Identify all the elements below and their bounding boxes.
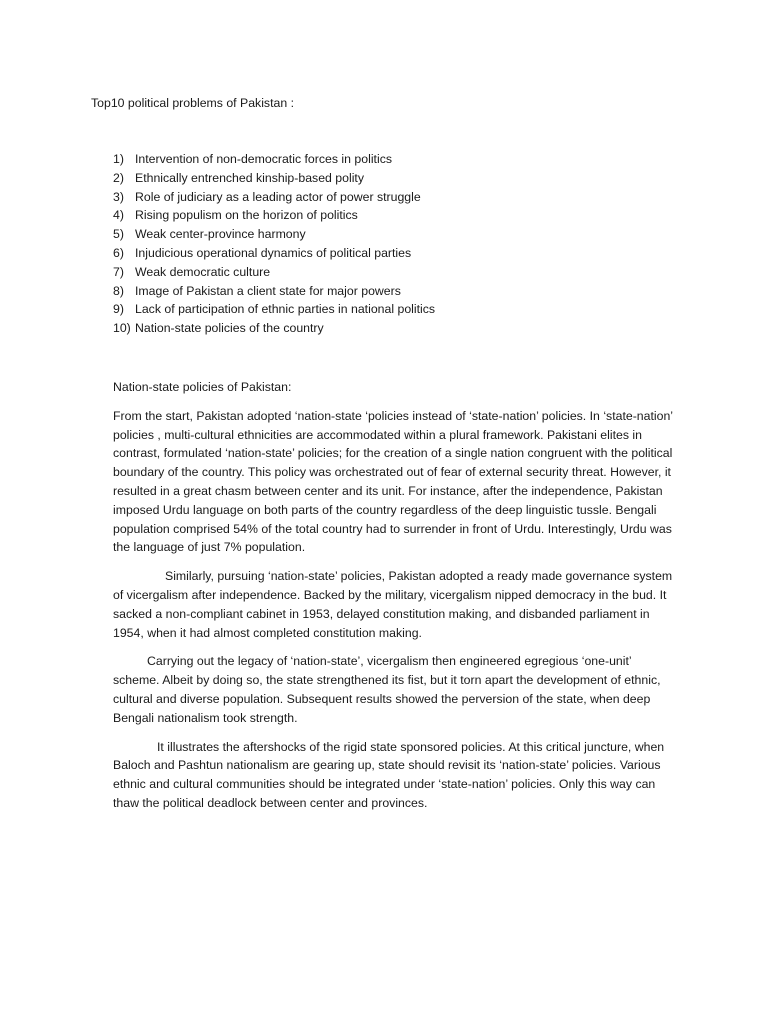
body-paragraph: Similarly, pursuing ‘nation-state’ policies, Pakistan adopted a ready made governance system of vicergalism after independence. Backed by the military, vicergalism nipped democracy in the bud. It sacked a non-compliant cabinet in 1953, delayed constitution making, and disbanded parliament in 1954, when it had almost completed constitution making. — [113, 569, 673, 640]
list-item-number: 7) — [113, 264, 124, 279]
list-item-text: Ethnically entrenched kinship-based polity — [135, 170, 364, 185]
section-heading: Nation-state policies of Pakistan: — [113, 380, 292, 394]
list-item-number: 6) — [113, 245, 124, 260]
list-item — [113, 300, 435, 319]
problem-list — [113, 150, 435, 338]
list-item — [113, 150, 435, 169]
list-item — [113, 188, 435, 207]
list-item-text: Lack of participation of ethnic parties in national politics — [135, 302, 436, 317]
list-item — [113, 244, 435, 263]
list-item-text: Image of Pakistan a client state for major powers — [135, 283, 401, 298]
list-item-text: Injudicious operational dynamics of political parties — [135, 245, 412, 260]
list-item-number: 1) — [113, 152, 124, 166]
list-item — [113, 319, 435, 338]
list-item-text: Intervention of non-democratic forces in politics — [135, 152, 392, 166]
list-item — [113, 263, 435, 282]
list-item-number: 8) — [113, 283, 124, 298]
list-item-number: 9) — [113, 302, 124, 317]
list-item-text: Rising populism on the horizon of politics — [135, 208, 358, 223]
list-item-number: 5) — [113, 227, 124, 242]
body-paragraph: It illustrates the aftershocks of the rigid state sponsored policies. At this critical juncture, when Baloch and Pashtun nationalism are gearing up, state should revisit its ‘nation-state’ policies. Various ethnic and cultural communities should be integrated under ‘state-nation’ policies. Only this way can thaw the political deadlock between center and provinces. — [113, 739, 665, 810]
list-item — [113, 282, 435, 301]
body-paragraph: From the start, Pakistan adopted ‘nation-state ‘policies instead of ‘state-nation’ policies. In ‘state-nation’ policies , multi-cultural ethnicities are accommodated within a plural framework. Pakistani elites in contrast, formulated ‘nation-state’ policies; for the creation of a single nation congruent with the political boundary of the country. This policy was orchestrated out of fear of external security threat. However, it resulted in a great chasm between center and its unit. For instance, after the independence, Pakistan imposed Urdu language on both parts of the country regardless of the deep linguistic tussle. Bengali population comprised 54% of the total country had to surrender in front of Urdu. Interestingly, Urdu was the language of just 7% population. — [113, 408, 673, 555]
list-item — [113, 225, 435, 244]
list-item-text: Nation-state policies of the country — [135, 321, 324, 336]
list-item-number: 10) — [113, 321, 131, 336]
list-item — [113, 206, 435, 225]
document-title: Top10 political problems of Pakistan : — [91, 96, 295, 110]
list-item — [113, 169, 435, 188]
list-item-text: Weak democratic culture — [135, 264, 271, 279]
list-item-number: 2) — [113, 170, 124, 185]
nation-state-section — [113, 378, 679, 823]
body-paragraph: Carrying out the legacy of ‘nation-state’, vicergalism then engineered egregious ‘one-unit’ scheme. Albeit by doing so, the state strengthened its fist, but it torn apart the development of ethnic, cultural and diverse population. Subsequent results showed the perversion of the state, when deep Bengali nationalism took strength. — [113, 654, 661, 725]
list-item-number: 3) — [113, 189, 124, 204]
list-item-number: 4) — [113, 208, 124, 223]
list-item-text: Weak center-province harmony — [135, 227, 306, 242]
list-item-text: Role of judiciary as a leading actor of power struggle — [135, 189, 421, 204]
